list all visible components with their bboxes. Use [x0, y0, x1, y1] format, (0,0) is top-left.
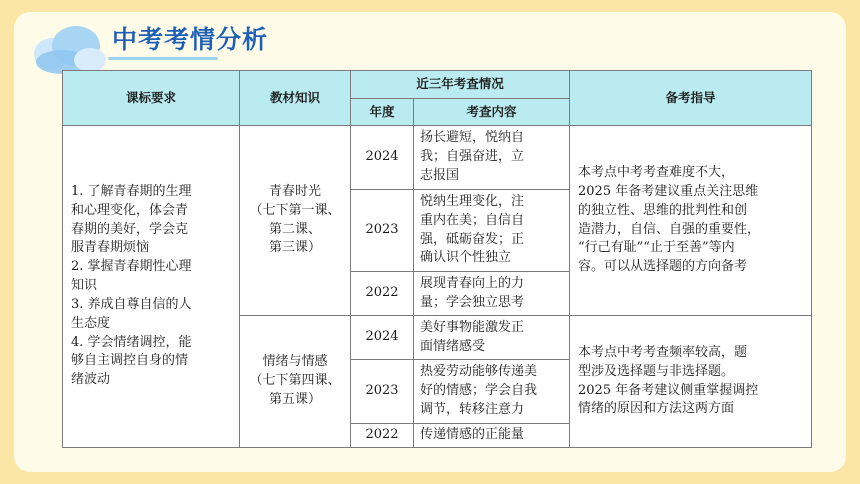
knowledge-line: 情绪与情感 [262, 354, 328, 370]
guide-line: 的独立性、思维的批判性和创 [578, 202, 748, 218]
title-underline [108, 57, 218, 60]
content-line: 量；学会独立思考 [420, 294, 525, 310]
guide-line: 2025 年备考建议重点关注思维 [578, 183, 759, 199]
guide-line: 造潜力，自信、自强的重要性， [578, 221, 761, 237]
knowledge-line: （七下第一课、 [249, 202, 341, 218]
cloud-decoration-icon [30, 24, 110, 76]
header-year: 年度 [351, 99, 414, 126]
curriculum-line: 春期的美好，学会克 [71, 221, 189, 237]
curriculum-cell [63, 126, 240, 448]
knowledge-line: 第三课） [268, 240, 321, 256]
guide-line: 本考点中考考查频率较高，题 [578, 344, 748, 360]
year-cell: 2024 [351, 126, 414, 190]
knowledge-cell [240, 126, 351, 316]
exam-analysis-table [62, 70, 812, 448]
header-recent: 近三年考查情况 [351, 71, 570, 99]
header-content: 考查内容 [414, 99, 570, 126]
content-line: 展现青春向上的力 [420, 275, 525, 291]
curriculum-line: 够自主调控自身的情 [71, 353, 189, 369]
content-line: 美好事物能激发正 [420, 319, 525, 335]
guide-line: 2025 年备考建议侧重掌握调控 [578, 382, 759, 398]
year-cell: 2023 [351, 190, 414, 272]
guide-cell [570, 126, 812, 316]
year-cell: 2023 [351, 360, 414, 424]
curriculum-line: 生态度 [71, 315, 111, 331]
content-line: 传递情感的正能量 [420, 427, 525, 443]
guide-cell [570, 316, 812, 448]
content-line: 我；自强奋进，立 [420, 149, 525, 165]
table-row [63, 126, 812, 190]
guide-line: 本考点中考考查难度不大， [578, 164, 735, 180]
table-header-row [63, 71, 812, 99]
guide-line: 型涉及选择题与非选择题。 [578, 363, 735, 379]
content-line: 悦纳生理变化，注 [420, 193, 525, 209]
guide-line: 情绪的原因和方法这两方面 [578, 401, 735, 417]
curriculum-line: 和心理变化，体会青 [71, 202, 189, 218]
curriculum-line: 知识 [71, 278, 98, 294]
curriculum-line: 2. 掌握青春期性心理 [71, 259, 192, 275]
header-curriculum: 课标要求 [63, 71, 240, 126]
content-line: 好的情感；学会自我 [420, 383, 538, 399]
year-cell: 2024 [351, 316, 414, 360]
content-cell [414, 126, 570, 190]
knowledge-line: （七下第四课、 [249, 373, 341, 389]
content-cell [414, 272, 570, 316]
header-knowledge: 教材知识 [240, 71, 351, 126]
page-title: 中考考情分析 [112, 25, 269, 54]
content-line: 热爱劳动能够传递美 [420, 364, 538, 380]
curriculum-line: 服青春期烦恼 [71, 240, 150, 256]
guide-line: “行己有耻”“止于至善”等内 [578, 240, 735, 256]
knowledge-cell [240, 316, 351, 448]
curriculum-line: 绪波动 [71, 372, 111, 388]
content-cell [414, 360, 570, 424]
content-cell [414, 190, 570, 272]
content-line: 面情绪感受 [420, 338, 486, 354]
content-line: 强，砥砺奋发；正 [420, 231, 525, 247]
knowledge-line: 青春时光 [268, 183, 321, 199]
content-cell [414, 316, 570, 360]
knowledge-line: 第二课、 [268, 221, 321, 237]
content-line: 确认识个性独立 [420, 250, 512, 266]
year-cell: 2022 [351, 424, 414, 448]
header-guide: 备考指导 [570, 71, 812, 126]
curriculum-line: 1. 了解青春期的生理 [71, 183, 192, 199]
curriculum-line: 3. 养成自尊自信的人 [71, 296, 192, 312]
content-line: 重内在美；自信自 [420, 212, 525, 228]
curriculum-line: 4. 学会情绪调控，能 [71, 334, 192, 350]
content-line: 扬长避短，悦纳自 [420, 130, 525, 146]
content-line: 调节，转移注意力 [420, 401, 525, 417]
content-cell [414, 424, 570, 448]
guide-line: 容。可以从选择题的方向备考 [578, 259, 748, 275]
year-cell: 2022 [351, 272, 414, 316]
knowledge-line: 第五课） [268, 391, 321, 407]
content-line: 志报国 [420, 167, 460, 183]
